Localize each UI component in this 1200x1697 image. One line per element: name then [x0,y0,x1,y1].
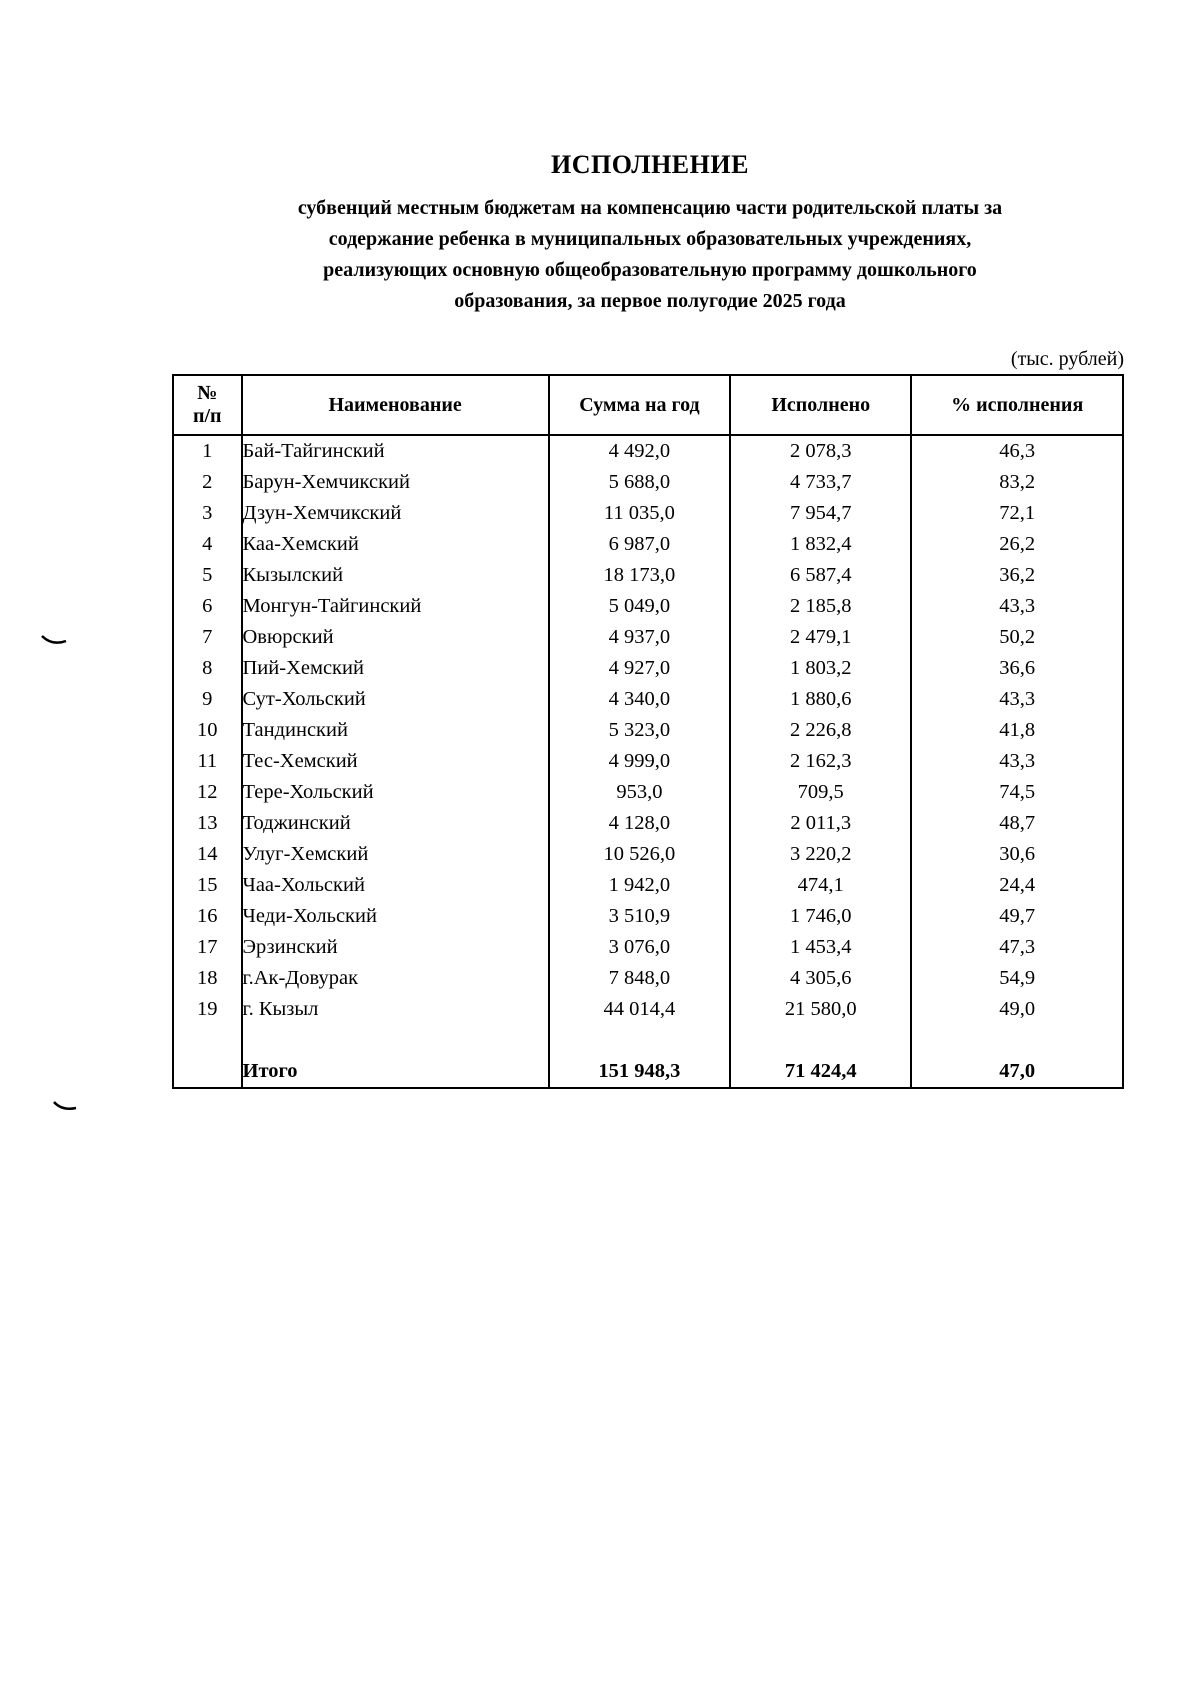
row-percent: 43,3 [911,684,1123,715]
scan-mark [52,1100,82,1112]
row-name: Кызылский [242,560,549,591]
row-percent: 46,3 [911,435,1123,467]
row-done: 2 078,3 [730,435,911,467]
row-sum: 18 173,0 [549,560,730,591]
row-percent: 48,7 [911,808,1123,839]
row-sum: 1 942,0 [549,870,730,901]
row-done: 2 162,3 [730,746,911,777]
scan-mark [40,634,70,646]
total-done: 71 424,4 [730,1056,911,1088]
row-number: 5 [173,560,242,591]
header-number [173,375,242,435]
spacer-cell [911,1025,1123,1056]
table-row [173,963,1123,994]
header-percent: % исполнения [911,375,1123,435]
row-done: 1 880,6 [730,684,911,715]
row-number: 18 [173,963,242,994]
row-number: 11 [173,746,242,777]
row-percent: 43,3 [911,746,1123,777]
row-number: 7 [173,622,242,653]
row-number: 15 [173,870,242,901]
row-number: 16 [173,901,242,932]
row-number: 19 [173,994,242,1025]
table-row [173,560,1123,591]
total-number [173,1056,242,1088]
total-percent: 47,0 [911,1056,1123,1088]
document-subtitle [180,193,1120,317]
table-row [173,684,1123,715]
table-row [173,529,1123,560]
row-percent: 74,5 [911,777,1123,808]
table-row [173,591,1123,622]
table-row [173,932,1123,963]
spacer-cell [242,1025,549,1056]
row-sum: 6 987,0 [549,529,730,560]
header-sum: Сумма на год [549,375,730,435]
row-percent: 36,2 [911,560,1123,591]
row-number: 14 [173,839,242,870]
row-sum: 4 937,0 [549,622,730,653]
row-sum: 4 340,0 [549,684,730,715]
row-name: Каа-Хемский [242,529,549,560]
row-name: Дзун-Хемчикский [242,498,549,529]
row-name: Бай-Тайгинский [242,435,549,467]
row-sum: 4 128,0 [549,808,730,839]
row-name: Монгун-Тайгинский [242,591,549,622]
row-done: 4 305,6 [730,963,911,994]
row-done: 7 954,7 [730,498,911,529]
row-done: 1 832,4 [730,529,911,560]
header-done: Исполнено [730,375,911,435]
row-number: 8 [173,653,242,684]
row-sum: 953,0 [549,777,730,808]
row-name: Пий-Хемский [242,653,549,684]
row-name: Эрзинский [242,932,549,963]
table-row [173,901,1123,932]
row-name: Чеди-Хольский [242,901,549,932]
table-body [173,435,1123,1088]
row-done: 2 011,3 [730,808,911,839]
row-done: 4 733,7 [730,467,911,498]
row-percent: 54,9 [911,963,1123,994]
row-number: 4 [173,529,242,560]
row-sum: 4 927,0 [549,653,730,684]
table-row [173,870,1123,901]
row-percent: 30,6 [911,839,1123,870]
row-done: 2 185,8 [730,591,911,622]
total-label: Итого [242,1056,549,1088]
row-number: 10 [173,715,242,746]
row-name: г. Кызыл [242,994,549,1025]
budget-table [172,374,1124,1089]
table-row [173,808,1123,839]
row-sum: 4 999,0 [549,746,730,777]
table-row [173,622,1123,653]
document-title: ИСПОЛНЕНИЕ [551,150,749,179]
table-row [173,498,1123,529]
header-name: Наименование [242,375,549,435]
subtitle-line: содержание ребенка в муниципальных образовательных учреждениях, [328,228,972,250]
row-percent: 50,2 [911,622,1123,653]
table-row [173,435,1123,467]
row-number: 6 [173,591,242,622]
row-name: Улуг-Хемский [242,839,549,870]
row-percent: 83,2 [911,467,1123,498]
row-done: 3 220,2 [730,839,911,870]
total-sum: 151 948,3 [549,1056,730,1088]
row-done: 21 580,0 [730,994,911,1025]
row-percent: 26,2 [911,529,1123,560]
row-percent: 72,1 [911,498,1123,529]
total-row [173,1056,1123,1088]
row-name: Тере-Хольский [242,777,549,808]
row-name: Тес-Хемский [242,746,549,777]
row-number: 1 [173,435,242,467]
row-name: Овюрский [242,622,549,653]
row-name: г.Ак-Довурак [242,963,549,994]
row-sum: 5 688,0 [549,467,730,498]
subtitle-line: реализующих основную общеобразовательную программу дошкольного [323,259,977,281]
row-sum: 3 076,0 [549,932,730,963]
row-percent: 47,3 [911,932,1123,963]
row-number: 12 [173,777,242,808]
table-header-row [173,375,1123,435]
row-percent: 43,3 [911,591,1123,622]
row-percent: 24,4 [911,870,1123,901]
row-number: 2 [173,467,242,498]
row-sum: 7 848,0 [549,963,730,994]
row-done: 6 587,4 [730,560,911,591]
row-sum: 5 323,0 [549,715,730,746]
spacer-cell [549,1025,730,1056]
row-percent: 41,8 [911,715,1123,746]
header-number-abbr: п/п [192,405,222,427]
header-number-sign: № [197,382,218,404]
table-row [173,777,1123,808]
table-row [173,467,1123,498]
row-done: 1 453,4 [730,932,911,963]
row-name: Барун-Хемчикский [242,467,549,498]
row-done: 1 803,2 [730,653,911,684]
row-sum: 4 492,0 [549,435,730,467]
row-sum: 10 526,0 [549,839,730,870]
row-done: 2 226,8 [730,715,911,746]
row-percent: 49,0 [911,994,1123,1025]
spacer-cell [730,1025,911,1056]
row-percent: 49,7 [911,901,1123,932]
row-sum: 3 510,9 [549,901,730,932]
row-sum: 11 035,0 [549,498,730,529]
table-row [173,715,1123,746]
row-number: 3 [173,498,242,529]
row-name: Тандинский [242,715,549,746]
units-label: (тыс. рублей) [1010,348,1124,370]
spacer-row [173,1025,1123,1056]
table-row [173,994,1123,1025]
row-sum: 44 014,4 [549,994,730,1025]
row-percent: 36,6 [911,653,1123,684]
row-name: Сут-Хольский [242,684,549,715]
row-sum: 5 049,0 [549,591,730,622]
row-name: Тоджинский [242,808,549,839]
table-row [173,839,1123,870]
row-done: 709,5 [730,777,911,808]
row-number: 17 [173,932,242,963]
subtitle-line: субвенций местным бюджетам на компенсацию части родительской платы за [297,197,1003,219]
row-done: 2 479,1 [730,622,911,653]
row-number: 9 [173,684,242,715]
table-row [173,653,1123,684]
spacer-cell [173,1025,242,1056]
row-number: 13 [173,808,242,839]
subtitle-line: образования, за первое полугодие 2025 года [454,290,846,312]
row-name: Чаа-Хольский [242,870,549,901]
table-row [173,746,1123,777]
row-done: 474,1 [730,870,911,901]
row-done: 1 746,0 [730,901,911,932]
